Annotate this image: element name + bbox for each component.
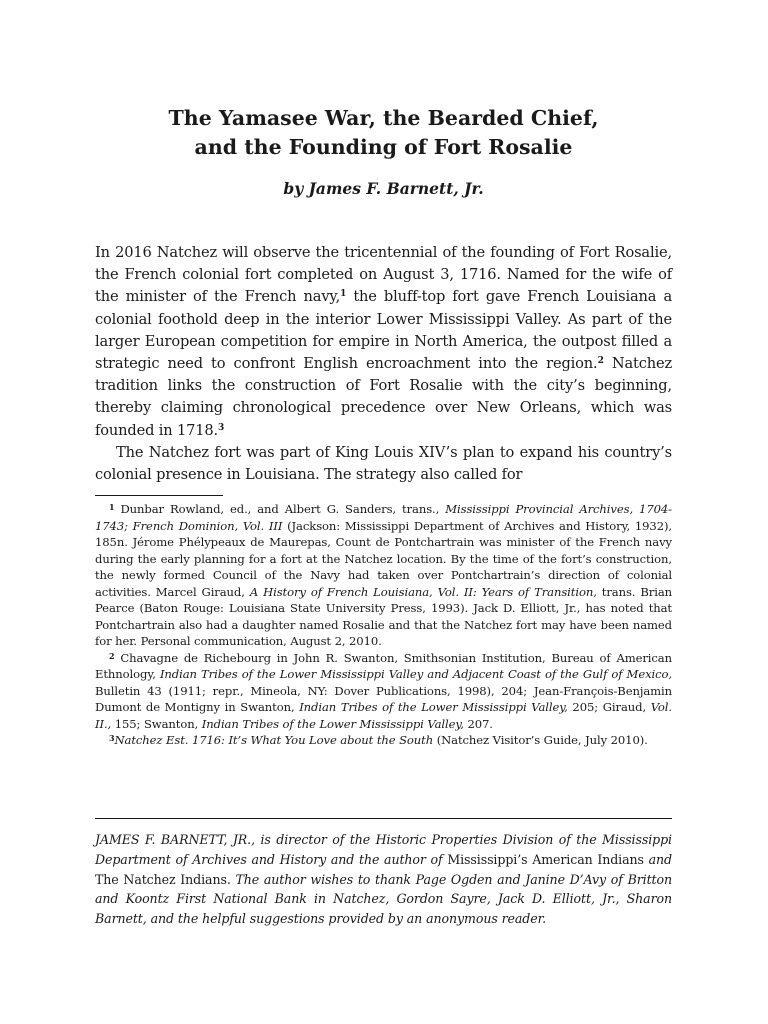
- footnote-ref-1[interactable]: 1: [340, 289, 347, 300]
- footnote-2: [95, 650, 672, 733]
- footnote-title: Indian Tribes of the Lower Mississippi Valley and Adjacent Coast of the Gulf of Mexico,: [159, 667, 672, 681]
- author-bio: [95, 830, 672, 929]
- title-line-1: The Yamasee War, the Bearded Chief,: [168, 106, 599, 130]
- article-title: [95, 104, 672, 162]
- footnote-number: 1: [109, 502, 115, 512]
- footnote-title: Indian Tribes of the Lower Mississippi Valley,: [201, 716, 464, 731]
- footnote-text: (Natchez Visitor’s Guide, July 2010).: [433, 733, 648, 747]
- footnote-title: Mississippi Provincial Archives, 1704-1743; French Dominion, Vol. III: [95, 502, 672, 533]
- book-title: Mississippi’s American Indians: [447, 851, 644, 867]
- footnote-number: 2: [109, 650, 115, 661]
- footnote-3: [95, 732, 672, 749]
- paragraph-text: the bluff-top fort gave French Louisiana a colonial foothold deep in the interior Lower Mississippi Valley. As part of the larger European competition for empire in North America, the outpost filled a strategic need to confront English encroachment into the region.: [95, 288, 673, 373]
- bio-text: The author wishes to thank Page Ogden and Janine D’Avy of Britton and Koontz First National Bank in Natchez, Gordon Sayre, Jack D. Elliott, Jr., Sharon Barnett, and the helpful suggestions provided by an anonymous reader.: [95, 871, 672, 927]
- footnote-text: 207.: [463, 716, 493, 731]
- footnote-text: 155; Swanton,: [111, 716, 202, 731]
- footnote-text: Dunbar Rowland, ed., and Albert G. Sanders, trans.,: [114, 502, 446, 516]
- paragraph-text: Natchez tradition links the construction of Fort Rosalie with the city’s beginning, thereby claiming chronological precedence over New Orleans, which was founded in 1718.: [95, 355, 673, 439]
- footnote-title: Natchez Est. 1716: It’s What You Love about the South: [114, 733, 434, 747]
- book-title: The Natchez Indians.: [95, 871, 231, 887]
- paragraph-text: In 2016 Natchez will observe the tricentennial of the founding of Fort Rosalie, the French colonial fort completed on August 3, 1716. Named for the wife of the minister of the French navy,: [95, 244, 672, 306]
- footnote-text: Bulletin 43 (1911; repr., Mineola, NY: Dover Publications, 1998), 204; Jean-François-Benjamin Dumont de Montigny in Swanton,: [95, 683, 672, 714]
- title-line-2: and the Founding of Fort Rosalie: [194, 135, 573, 159]
- bio-text: and: [643, 851, 672, 867]
- footnote-text: trans. Brian Pearce (Baton Rouge: Louisiana State University Press, 1993). Jack D. Elliott, Jr., has noted that Pontchartrain also had a daughter named Rosalie and that the Natchez fort may have been named for her. Personal communication, August 2, 2010.: [95, 584, 673, 648]
- footnote-ref-2[interactable]: 2: [597, 356, 604, 367]
- footnote-title: Vol. II.,: [95, 700, 672, 731]
- bio-divider: [95, 818, 672, 819]
- footnote-text: 205; Giraud,: [567, 700, 651, 714]
- article-body: [95, 242, 672, 486]
- footnote-text: (Jackson: Mississippi Department of Archives and History, 1932), 185n. Jérome Phélypeaux de Maurepas, Count de Pontchartrain was minister of the French navy during the early planning for a fort at the Natchez location. By the time of the fort’s construction, the newly formed Council of the Navy had taken over Pontchartrain’s direction of colonial activities. Marcel Giraud,: [95, 518, 672, 599]
- footnote-1: [95, 501, 672, 650]
- footnote-text: Chavagne de Richebourg in John R. Swanton, Smithsonian Institution, Bureau of American Ethnology,: [95, 650, 672, 681]
- footnote-title: Indian Tribes of the Lower Mississippi Valley,: [299, 700, 568, 714]
- footnote-divider: [95, 495, 223, 496]
- paragraph-1: [95, 242, 672, 442]
- paragraph-2: The Natchez fort was part of King Louis XIV’s plan to expand his country’s colonial presence in Louisiana. The strategy also called for: [95, 443, 672, 484]
- author-byline: by James F. Barnett, Jr.: [283, 179, 484, 198]
- footnote-ref-3[interactable]: 3: [218, 422, 225, 433]
- footnote-title: A History of French Louisiana, Vol. II: Years of Transition,: [249, 584, 597, 599]
- footnotes: [95, 501, 672, 749]
- footnote-number: 3: [109, 733, 115, 743]
- bio-text: JAMES F. BARNETT, JR., is director of the Historic Properties Division of the Mississippi Department of Archives and History and the author of: [95, 832, 672, 867]
